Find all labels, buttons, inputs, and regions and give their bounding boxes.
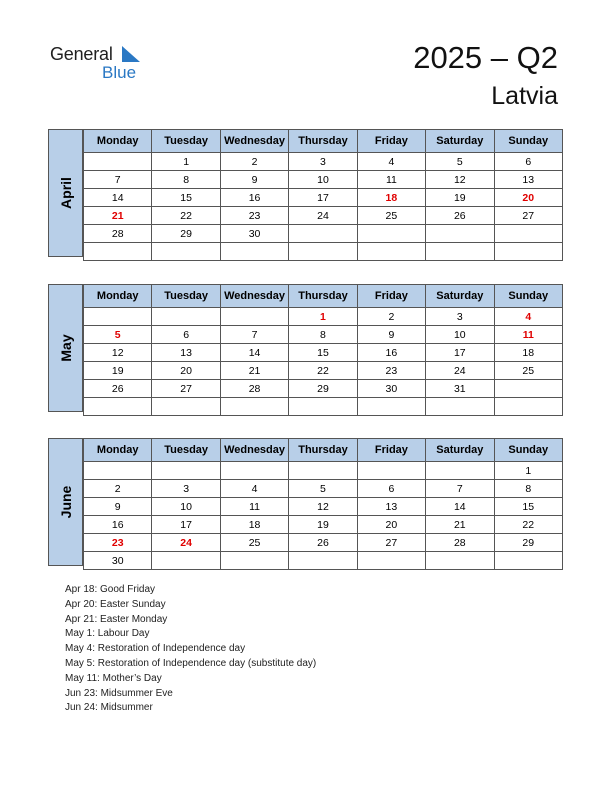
- weekday-header: Monday: [84, 285, 152, 308]
- day-cell: 8: [289, 326, 357, 344]
- day-cell: 21: [426, 516, 494, 534]
- month-label: [48, 438, 83, 566]
- day-cell: 12: [84, 344, 152, 362]
- holiday-item: May 4: Restoration of Independence day: [65, 643, 246, 655]
- day-cell: 6: [494, 153, 562, 171]
- day-cell: [494, 380, 562, 398]
- day-cell: 20: [494, 189, 562, 207]
- week-row: [84, 362, 563, 380]
- week-row: [84, 498, 563, 516]
- day-cell: 16: [357, 344, 425, 362]
- day-cell: 8: [152, 171, 220, 189]
- day-cell: 4: [357, 153, 425, 171]
- day-cell: [357, 225, 425, 243]
- logo-triangle-icon: [122, 46, 140, 62]
- day-cell: 19: [426, 189, 494, 207]
- day-cell: 18: [494, 344, 562, 362]
- day-cell: [289, 243, 357, 261]
- day-cell: 9: [220, 171, 288, 189]
- week-row: [84, 207, 563, 225]
- day-cell: 14: [220, 344, 288, 362]
- day-cell: 27: [494, 207, 562, 225]
- logo-blue-text: Blue: [102, 63, 137, 82]
- day-cell: [152, 308, 220, 326]
- weekday-header: Monday: [84, 439, 152, 462]
- day-cell: [84, 243, 152, 261]
- weekday-header-row: [84, 285, 563, 308]
- day-cell: [494, 398, 562, 416]
- day-cell: 12: [289, 498, 357, 516]
- day-cell: 1: [152, 153, 220, 171]
- day-cell: 18: [220, 516, 288, 534]
- day-cell: [289, 462, 357, 480]
- day-cell: [426, 462, 494, 480]
- day-cell: [84, 398, 152, 416]
- week-row: [84, 153, 563, 171]
- day-cell: 29: [152, 225, 220, 243]
- day-cell: 28: [84, 225, 152, 243]
- day-cell: [220, 398, 288, 416]
- day-cell: [426, 225, 494, 243]
- day-cell: 17: [289, 189, 357, 207]
- weekday-header: Tuesday: [152, 285, 220, 308]
- day-cell: 24: [426, 362, 494, 380]
- holiday-item: Jun 24: Midsummer: [65, 702, 153, 714]
- day-cell: 6: [152, 326, 220, 344]
- holiday-item: Apr 20: Easter Sunday: [65, 598, 166, 610]
- month-name: May: [57, 334, 74, 362]
- month-table: [83, 129, 563, 261]
- holiday-item: May 11: Mother’s Day: [65, 672, 162, 684]
- month-table: [83, 284, 563, 416]
- week-row: [84, 308, 563, 326]
- day-cell: 24: [289, 207, 357, 225]
- day-cell: 28: [426, 534, 494, 552]
- day-cell: 7: [220, 326, 288, 344]
- day-cell: 31: [426, 380, 494, 398]
- day-cell: 29: [494, 534, 562, 552]
- day-cell: 5: [84, 326, 152, 344]
- day-cell: 20: [357, 516, 425, 534]
- week-row: [84, 534, 563, 552]
- day-cell: [152, 552, 220, 570]
- week-row: [84, 171, 563, 189]
- weekday-header: Thursday: [289, 285, 357, 308]
- day-cell: 22: [152, 207, 220, 225]
- day-cell: 3: [289, 153, 357, 171]
- month-calendar-june: [48, 438, 563, 566]
- day-cell: 27: [357, 534, 425, 552]
- day-cell: [152, 398, 220, 416]
- day-cell: 26: [84, 380, 152, 398]
- week-row: [84, 326, 563, 344]
- holiday-item: Apr 21: Easter Monday: [65, 613, 168, 625]
- day-cell: 24: [152, 534, 220, 552]
- day-cell: 2: [357, 308, 425, 326]
- day-cell: [220, 552, 288, 570]
- weekday-header: Tuesday: [152, 439, 220, 462]
- day-cell: 7: [426, 480, 494, 498]
- day-cell: [357, 552, 425, 570]
- holiday-item: Apr 18: Good Friday: [65, 584, 156, 595]
- weekday-header: Sunday: [494, 285, 562, 308]
- day-cell: 2: [220, 153, 288, 171]
- day-cell: 21: [84, 207, 152, 225]
- day-cell: 26: [289, 534, 357, 552]
- day-cell: 11: [494, 326, 562, 344]
- day-cell: [289, 552, 357, 570]
- day-cell: 23: [84, 534, 152, 552]
- day-cell: 1: [289, 308, 357, 326]
- day-cell: [289, 398, 357, 416]
- week-row: [84, 480, 563, 498]
- weekday-header: Saturday: [426, 439, 494, 462]
- day-cell: 16: [84, 516, 152, 534]
- weekday-header: Thursday: [289, 130, 357, 153]
- weekday-header: Sunday: [494, 130, 562, 153]
- day-cell: 5: [426, 153, 494, 171]
- day-cell: [220, 308, 288, 326]
- weekday-header: Saturday: [426, 285, 494, 308]
- day-cell: 13: [152, 344, 220, 362]
- weekday-header: Tuesday: [152, 130, 220, 153]
- day-cell: 15: [152, 189, 220, 207]
- day-cell: 23: [220, 207, 288, 225]
- day-cell: 17: [152, 516, 220, 534]
- day-cell: 29: [289, 380, 357, 398]
- weekday-header: Wednesday: [220, 285, 288, 308]
- weekday-header: Friday: [357, 439, 425, 462]
- day-cell: [357, 462, 425, 480]
- month-name: April: [57, 177, 74, 209]
- page-title: 2025 – Q2: [413, 40, 558, 75]
- day-cell: [84, 153, 152, 171]
- day-cell: 25: [494, 362, 562, 380]
- day-cell: [426, 398, 494, 416]
- day-cell: [426, 243, 494, 261]
- weekday-header: Wednesday: [220, 130, 288, 153]
- day-cell: 9: [84, 498, 152, 516]
- week-row: [84, 344, 563, 362]
- day-cell: 3: [426, 308, 494, 326]
- day-cell: [220, 243, 288, 261]
- day-cell: 25: [220, 534, 288, 552]
- week-row: [84, 380, 563, 398]
- day-cell: [426, 552, 494, 570]
- day-cell: 10: [426, 326, 494, 344]
- day-cell: 15: [289, 344, 357, 362]
- day-cell: [220, 462, 288, 480]
- day-cell: 14: [84, 189, 152, 207]
- day-cell: 20: [152, 362, 220, 380]
- logo-general-text: General: [50, 44, 113, 64]
- week-row: [84, 243, 563, 261]
- weekday-header-row: [84, 439, 563, 462]
- day-cell: 9: [357, 326, 425, 344]
- day-cell: [152, 243, 220, 261]
- holiday-item: Jun 23: Midsummer Eve: [65, 687, 173, 699]
- logo: [50, 44, 160, 84]
- day-cell: 22: [289, 362, 357, 380]
- week-row: [84, 189, 563, 207]
- week-row: [84, 398, 563, 416]
- day-cell: 30: [84, 552, 152, 570]
- weekday-header: Friday: [357, 285, 425, 308]
- day-cell: 4: [220, 480, 288, 498]
- month-label: [48, 129, 83, 257]
- day-cell: 10: [289, 171, 357, 189]
- day-cell: 8: [494, 480, 562, 498]
- month-name: June: [57, 485, 74, 519]
- day-cell: 11: [220, 498, 288, 516]
- holiday-item: May 5: Restoration of Independence day (substitute day): [65, 657, 317, 669]
- day-cell: 13: [494, 171, 562, 189]
- day-cell: [357, 243, 425, 261]
- day-cell: 23: [357, 362, 425, 380]
- day-cell: 1: [494, 462, 562, 480]
- day-cell: 16: [220, 189, 288, 207]
- weekday-header: Monday: [84, 130, 152, 153]
- day-cell: 17: [426, 344, 494, 362]
- month-calendar-april: [48, 129, 563, 257]
- holiday-list: [65, 583, 316, 716]
- weekday-header: Friday: [357, 130, 425, 153]
- month-label: [48, 284, 83, 412]
- day-cell: [494, 243, 562, 261]
- week-row: [84, 552, 563, 570]
- day-cell: 6: [357, 480, 425, 498]
- day-cell: 12: [426, 171, 494, 189]
- week-row: [84, 516, 563, 534]
- month-table: [83, 438, 563, 570]
- day-cell: 11: [357, 171, 425, 189]
- week-row: [84, 225, 563, 243]
- day-cell: 22: [494, 516, 562, 534]
- weekday-header-row: [84, 130, 563, 153]
- day-cell: 27: [152, 380, 220, 398]
- holiday-item: May 1: Labour Day: [65, 628, 150, 640]
- day-cell: [289, 225, 357, 243]
- day-cell: [152, 462, 220, 480]
- day-cell: 4: [494, 308, 562, 326]
- day-cell: [84, 308, 152, 326]
- day-cell: 19: [289, 516, 357, 534]
- day-cell: 3: [152, 480, 220, 498]
- day-cell: 15: [494, 498, 562, 516]
- day-cell: 13: [357, 498, 425, 516]
- day-cell: 10: [152, 498, 220, 516]
- day-cell: [494, 552, 562, 570]
- day-cell: [357, 398, 425, 416]
- day-cell: [494, 225, 562, 243]
- day-cell: 21: [220, 362, 288, 380]
- country-name: Latvia: [491, 82, 558, 110]
- weekday-header: Sunday: [494, 439, 562, 462]
- day-cell: 25: [357, 207, 425, 225]
- day-cell: 5: [289, 480, 357, 498]
- day-cell: 28: [220, 380, 288, 398]
- month-calendar-may: [48, 284, 563, 412]
- day-cell: 26: [426, 207, 494, 225]
- weekday-header: Saturday: [426, 130, 494, 153]
- week-row: [84, 462, 563, 480]
- day-cell: 2: [84, 480, 152, 498]
- day-cell: 14: [426, 498, 494, 516]
- weekday-header: Wednesday: [220, 439, 288, 462]
- day-cell: 30: [220, 225, 288, 243]
- day-cell: 7: [84, 171, 152, 189]
- day-cell: 19: [84, 362, 152, 380]
- weekday-header: Thursday: [289, 439, 357, 462]
- day-cell: 30: [357, 380, 425, 398]
- day-cell: [84, 462, 152, 480]
- day-cell: 18: [357, 189, 425, 207]
